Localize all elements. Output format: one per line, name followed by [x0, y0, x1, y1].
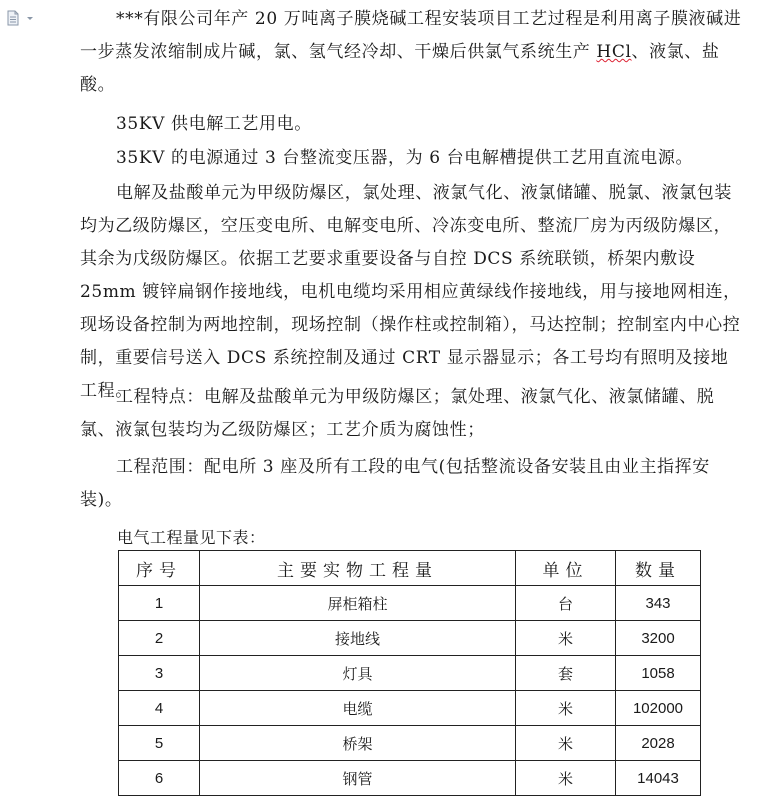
- cell-unit: 台: [516, 586, 616, 621]
- paragraph-project-overview: [80, 3, 742, 102]
- header-unit: 单位: [516, 551, 616, 586]
- spellcheck-flagged-word[interactable]: HCl: [596, 42, 632, 62]
- cell-quantity: 14043: [616, 761, 701, 796]
- paragraph-power-supply: 35KV 供电解工艺用电。: [116, 114, 312, 134]
- paragraph-text: 、液氯、盐酸。: [80, 42, 720, 95]
- table-row: [119, 726, 701, 761]
- paragraph-explosion-zones: 电解及盐酸单元为甲级防爆区，氯处理、液氯气化、液氯储罐、脱氯、液氯包装均为乙级防爆区，空压变电所、电解变电所、冷冻变电所、整流厂房为丙级防爆区，其余为戊级防爆区。依据工艺要求重要设备与自控 DCS 系统联锁，桥架内敷设 25mm 镀锌扁钢作接地线，电机电缆均采用相应黄绿线作接地线，用与接地网相连，现场设备控制为两地控制，现场控制（操作柱或控制箱），马达控制；控制室内中心控制，重要信号送入 DCS 系统控制及通过 CRT 显示器显示；各工号均有照明及接地工程。: [80, 183, 741, 401]
- cell-unit: 套: [516, 656, 616, 691]
- header-item: 主要实物工程量: [200, 551, 516, 586]
- cell-unit: 米: [516, 761, 616, 796]
- cell-item: 接地线: [200, 621, 516, 656]
- header-quantity: 数量: [616, 551, 701, 586]
- paragraph-project-scope: 工程范围：配电所 3 座及所有工段的电气(包括整流设备安装且由业主指挥安装)。: [80, 457, 710, 510]
- cell-serial: 1: [119, 586, 200, 621]
- paragraph-project-features: 工程特点：电解及盐酸单元为甲级防爆区；氯处理、液氯气化、液氯储罐、脱氯、液氯包装均为乙级防爆区；工艺介质为腐蚀性；: [80, 387, 715, 440]
- cell-serial: 4: [119, 691, 200, 726]
- cell-quantity: 343: [616, 586, 701, 621]
- table-row: [119, 586, 701, 621]
- paragraph-rectifier: 35KV 的电源通过 3 台整流变压器，为 6 台电解槽提供工艺用直流电源。: [116, 148, 694, 168]
- paragraph-text: ***有限公司年产 20 万吨离子膜烧碱工程安装项目工艺过程是利用离子膜液碱进一步蒸发浓缩制成片碱，氯、氢气经冷却、干燥后供氯气系统生产: [80, 9, 742, 62]
- document-icon: [7, 10, 37, 26]
- cell-serial: 3: [119, 656, 200, 691]
- cell-item: 灯具: [200, 656, 516, 691]
- cell-unit: 米: [516, 726, 616, 761]
- cell-serial: 6: [119, 761, 200, 796]
- chevron-down-icon: [27, 17, 33, 20]
- electrical-quantities-table: [118, 550, 701, 796]
- cell-item: 电缆: [200, 691, 516, 726]
- cell-quantity: 3200: [616, 621, 701, 656]
- cell-item: 桥架: [200, 726, 516, 761]
- table-caption: 电气工程量见下表：: [117, 528, 266, 547]
- table-row: [119, 656, 701, 691]
- table-row: [119, 691, 701, 726]
- cell-serial: 2: [119, 621, 200, 656]
- document-menu-icon[interactable]: [7, 10, 37, 26]
- cell-item: 屏柜箱柱: [200, 586, 516, 621]
- table-row: [119, 621, 701, 656]
- cell-serial: 5: [119, 726, 200, 761]
- cell-unit: 米: [516, 621, 616, 656]
- cell-unit: 米: [516, 691, 616, 726]
- table-header-row: [119, 551, 701, 586]
- header-serial: 序号: [119, 551, 200, 586]
- cell-quantity: 102000: [616, 691, 701, 726]
- cell-quantity: 1058: [616, 656, 701, 691]
- table-row: [119, 761, 701, 796]
- cell-quantity: 2028: [616, 726, 701, 761]
- cell-item: 钢管: [200, 761, 516, 796]
